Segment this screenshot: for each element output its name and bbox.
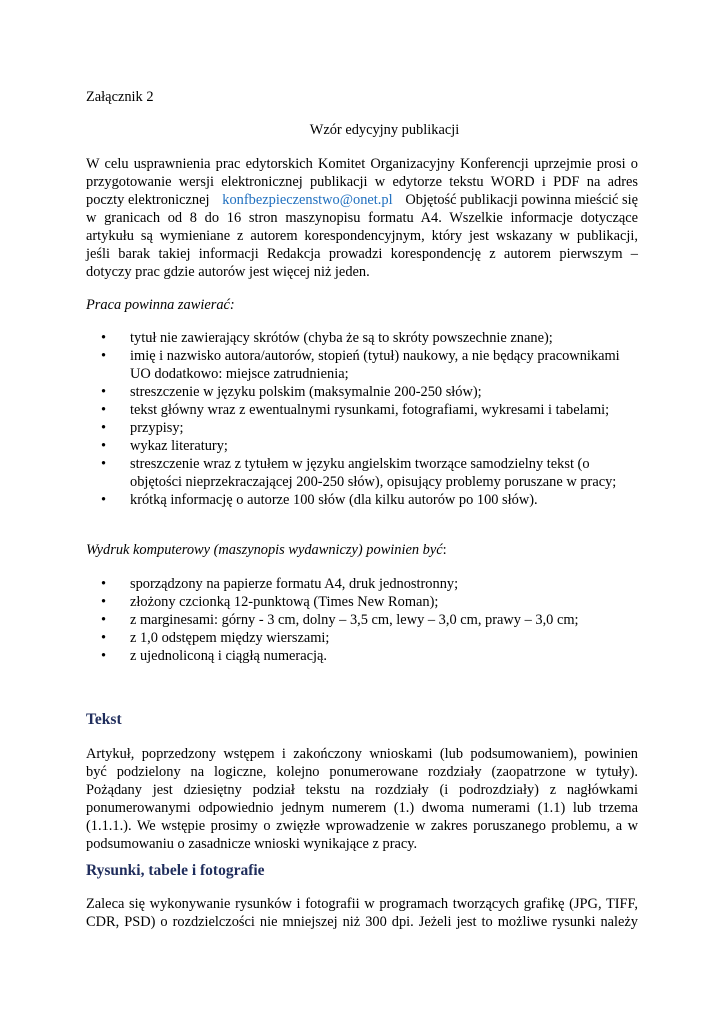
list-item: imię i nazwisko autora/autorów, stopień (tytuł) naukowy, a nie będący pracownikami [130, 348, 620, 364]
list-item: tekst główny wraz z ewentualnymi rysunkami, fotografiami, wykresami i tabelami; [130, 402, 610, 418]
intro-line: w granicach od 8 do 16 stron maszynopisu formatu A4. Wszelkie informacje dotyczące [86, 210, 638, 226]
bullet-icon: • [101, 492, 107, 508]
text-line: (1.1.1.). We wstępie prosimy o zwięzłe wprowadzenie w zakres poruszanego problemu, a w [86, 818, 638, 834]
list-item: krótką informację o autorze 100 słów (dla kilku autorów po 100 słów). [130, 492, 538, 508]
bullet-icon: • [101, 648, 107, 664]
list-item: z ujednoliconą i ciągłą numeracją. [130, 648, 327, 664]
bullet-icon: • [101, 594, 107, 610]
list-item: z 1,0 odstępem między wierszami; [130, 630, 330, 646]
printout-heading-text: Wydruk komputerowy (maszynopis wydawniczy) powinien być [86, 542, 443, 558]
intro-line: jeśli barak takiej informacji Redakcja prowadzi korespondencję z autorem pierwszym – [86, 246, 638, 262]
contents-heading: Praca powinna zawierać: [86, 297, 235, 313]
text-line: Artykuł, poprzedzony wstępem i zakończony wnioskami (lub podsumowaniem), powinien [86, 746, 638, 762]
bullet-icon: • [101, 630, 107, 646]
list-item: sporządzony na papierze formatu A4, druk jednostronny; [130, 576, 459, 592]
intro-line: przygotowanie wersji elektronicznej publikacji w edytorze tekstu WORD i PDF na adres [86, 174, 638, 190]
list-item: streszczenie wraz z tytułem w języku angielskim tworzące samodzielny tekst (o [130, 456, 590, 472]
intro-line-email [86, 191, 638, 209]
email-link[interactable]: konfbezpieczenstwo@onet.pl [222, 192, 393, 208]
printout-heading-colon: : [442, 542, 447, 558]
bullet-icon: • [101, 456, 107, 472]
figures-line: CDR, PSD) o rozdzielczości nie mniejszej niż 300 dpi. Jeżeli jest to możliwe rysunki należy [86, 914, 638, 930]
intro-line: W celu usprawnienia prac edytorskich Komitet Organizacyjny Konferencji uprzejmie prosi o [86, 156, 638, 172]
list-item: objętości nieprzekraczającej 200-250 słów), opisujący problemy poruszane w pracy; [130, 474, 617, 490]
figures-line: Zaleca się wykonywanie rysunków i fotografii w programach tworzących grafikę (JPG, TIFF, [86, 896, 638, 912]
bullet-icon: • [101, 330, 107, 346]
intro-text: Objętość publikacji powinna mieścić się [405, 192, 638, 208]
list-item: tytuł nie zawierający skrótów (chyba że są to skróty powszechnie znane); [130, 330, 553, 346]
list-item: złożony czcionką 12-punktową (Times New Roman); [130, 594, 439, 610]
printout-heading [86, 541, 447, 559]
section-heading-text: Tekst [86, 711, 122, 728]
intro-text: poczty elektronicznej [86, 192, 210, 208]
intro-line: dotyczy prac gdzie autorów jest więcej niż jeden. [86, 264, 370, 280]
intro-line: artykułu są wymieniane z autorem korespondencyjnym, który jest wskazany w publikacji, [86, 228, 638, 244]
text-line: ponumerowanymi odpowiednio jednym numerem (1.) dwoma numerami (1.1) lub trzema [86, 800, 638, 816]
annex-label: Załącznik 2 [86, 89, 154, 105]
bullet-icon: • [101, 576, 107, 592]
bullet-icon: • [101, 348, 107, 364]
list-item: z marginesami: górny - 3 cm, dolny – 3,5 cm, lewy – 3,0 cm, prawy – 3,0 cm; [130, 612, 579, 628]
list-item: UO dodatkowo: miejsce zatrudnienia; [130, 366, 349, 382]
bullet-icon: • [101, 612, 107, 628]
bullet-icon: • [101, 402, 107, 418]
bullet-icon: • [101, 438, 107, 454]
list-item: wykaz literatury; [130, 438, 228, 454]
list-item: streszczenie w języku polskim (maksymalnie 200-250 słów); [130, 384, 482, 400]
section-heading-figures: Rysunki, tabele i fotografie [86, 862, 265, 879]
text-line: podsumowaniu o zasadnicze wnioski wynikające z pracy. [86, 836, 418, 852]
list-item: przypisy; [130, 420, 184, 436]
page-title: Wzór edycyjny publikacji [309, 122, 460, 138]
bullet-icon: • [101, 420, 107, 436]
text-line: być podzielony na logiczne, kolejno ponumerowane rozdziały (zaopatrzone w tytuły). [86, 764, 638, 780]
text-line: Pożądany jest dziesiętny podział tekstu na rozdziały (i podrozdziały) z nagłówkami [86, 782, 638, 798]
bullet-icon: • [101, 384, 107, 400]
